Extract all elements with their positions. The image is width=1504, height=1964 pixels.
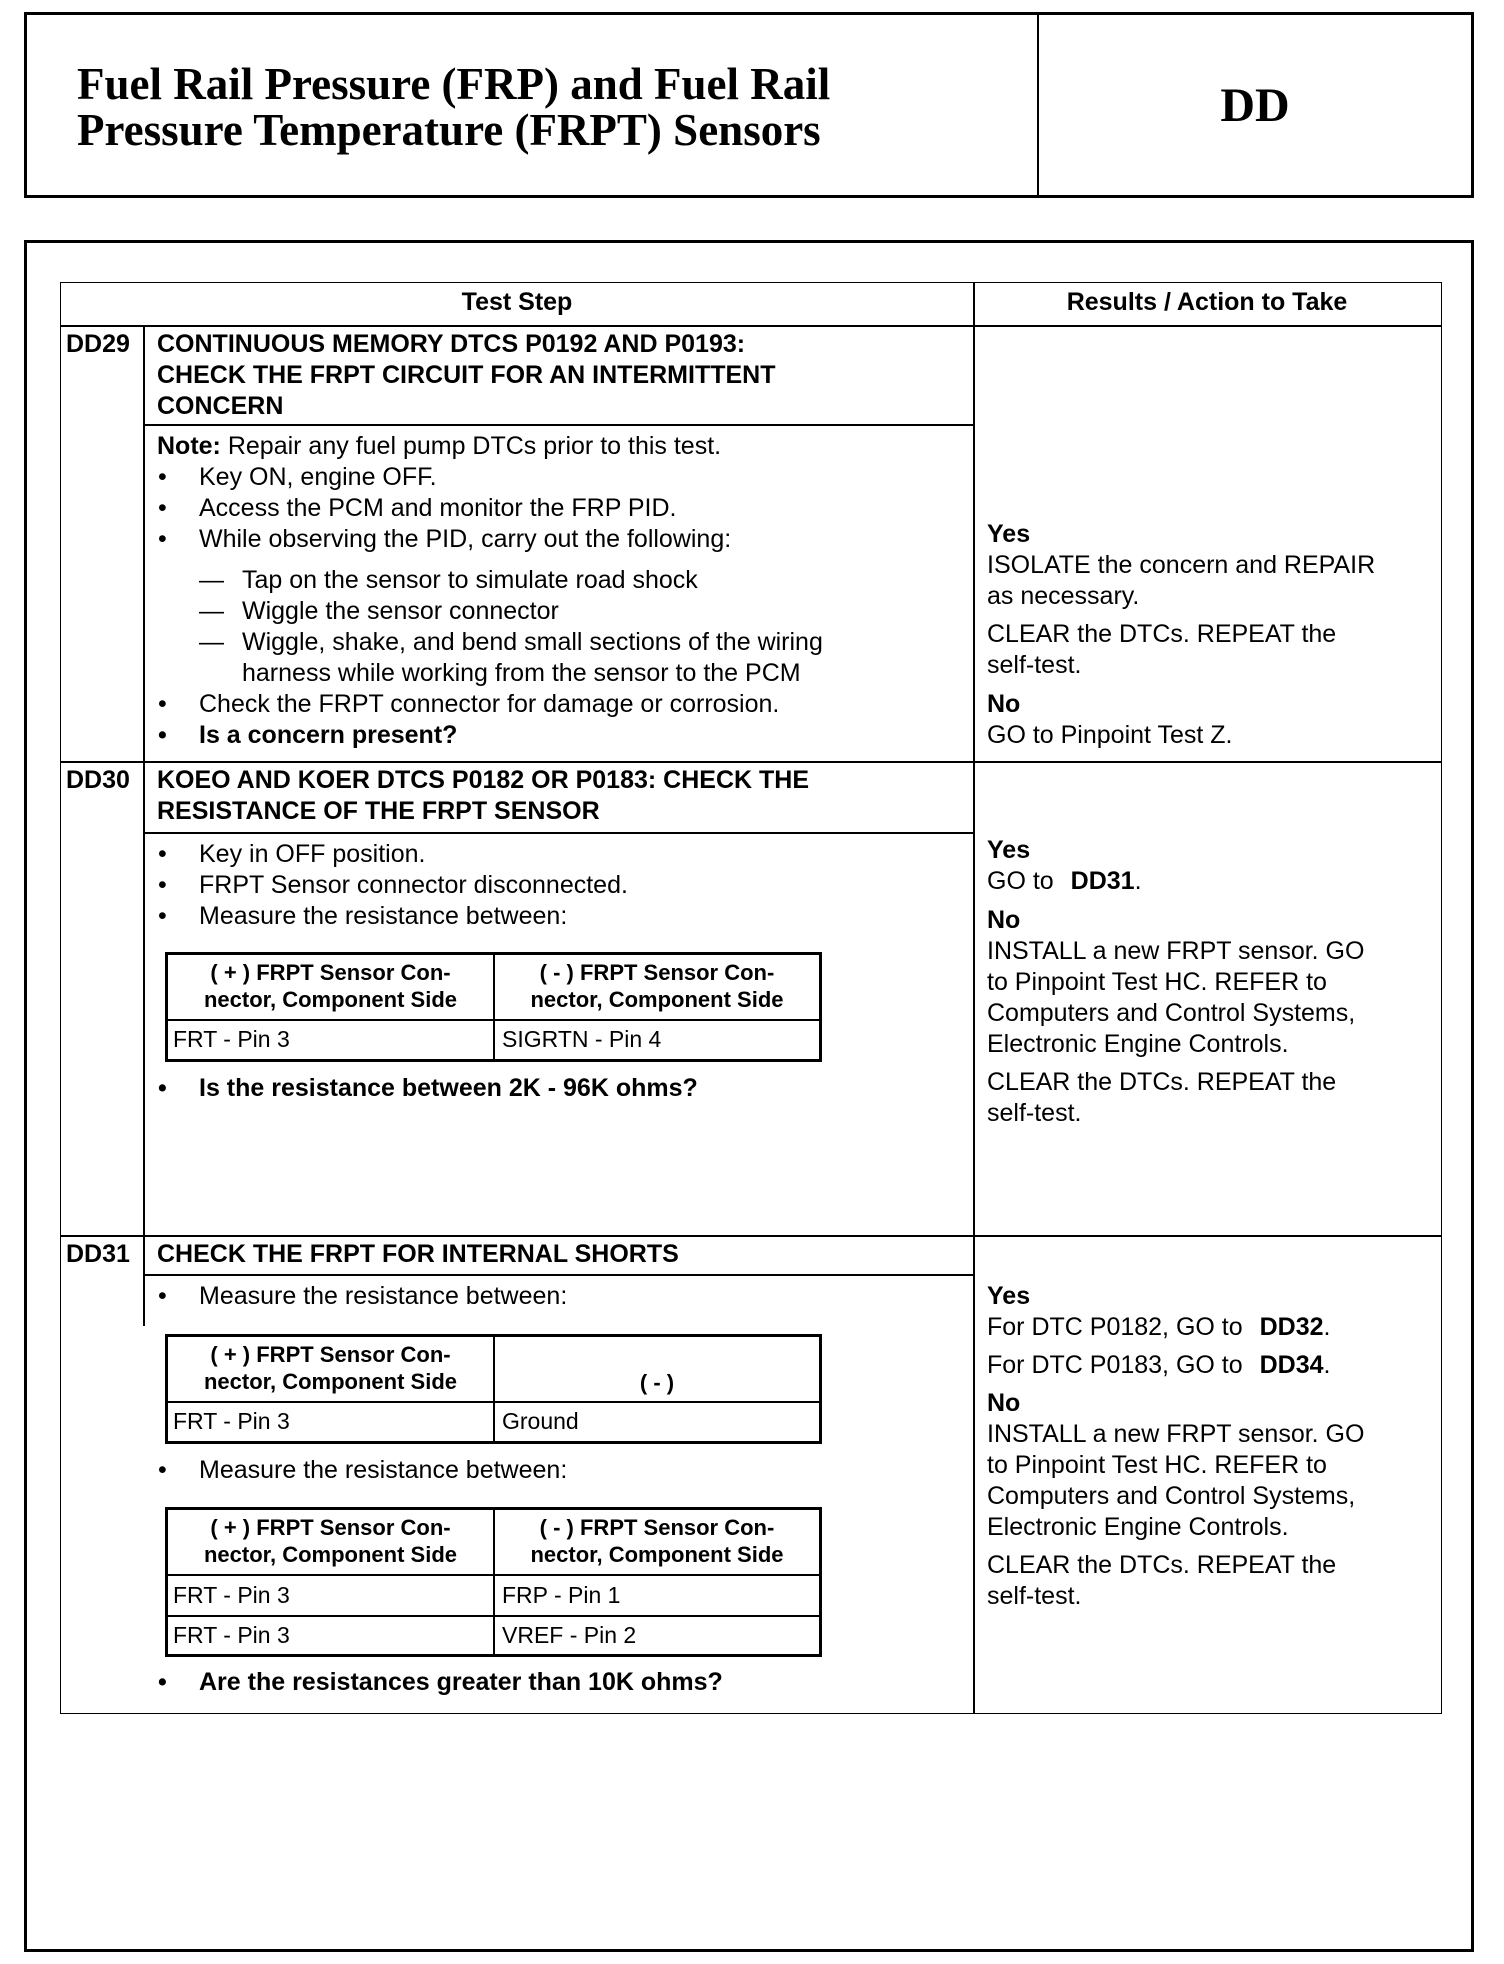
dd31-no-line: Computers and Control Systems, <box>987 1482 1356 1510</box>
header-line: ( + ) FRPT Sensor Con- <box>210 1342 451 1367</box>
dd30-no-line: CLEAR the DTCs. REPEAT the <box>987 1068 1337 1096</box>
dd29-yes-line: as necessary. <box>987 582 1140 610</box>
yes-ref: DD34 <box>1259 1351 1324 1379</box>
header-line: ( - ) FRPT Sensor Con- <box>539 1515 775 1540</box>
pinpoint-test-table <box>60 282 1442 1714</box>
dd29-yes-line: self-test. <box>987 651 1082 679</box>
page-title <box>77 61 1037 153</box>
dd31-yes-line <box>987 1350 1330 1381</box>
dd31-no-line: to Pinpoint Test HC. REFER to <box>987 1451 1327 1479</box>
dd30-bullet: Measure the resistance between: <box>199 902 568 930</box>
dd31-ground-table <box>165 1334 822 1444</box>
subtable-header-plus <box>168 1341 493 1395</box>
subtable-cell: Ground <box>502 1408 579 1434</box>
dd31-bullet: Measure the resistance between: <box>199 1456 568 1484</box>
subtable-cell: VREF - Pin 2 <box>502 1622 637 1648</box>
col-header-test-step: Test Step <box>461 288 573 316</box>
step-id-dd31: DD31 <box>66 1240 130 1268</box>
bullet-icon: • <box>158 840 167 868</box>
subtable-header-plus <box>168 959 493 1013</box>
dd30-no-line: Electronic Engine Controls. <box>987 1030 1289 1058</box>
dd31-no-line: CLEAR the DTCs. REPEAT the <box>987 1551 1337 1579</box>
dd29-question: Is a concern present? <box>199 721 458 749</box>
dd30-measurement-table <box>165 952 822 1062</box>
dd30-no-label: No <box>987 906 1021 934</box>
header-line: nector, Component Side <box>530 1542 784 1567</box>
dash-icon: — <box>199 566 224 594</box>
dd31-title-divider <box>143 1274 973 1276</box>
dd31-yes-line <box>987 1312 1330 1343</box>
step-id-dd29: DD29 <box>66 330 130 358</box>
bullet-icon: • <box>158 690 167 718</box>
bullet-icon: • <box>158 1282 167 1310</box>
dd30-no-line: Computers and Control Systems, <box>987 999 1356 1027</box>
bullet-icon: • <box>158 494 167 522</box>
subtable-header-divider <box>168 1019 819 1021</box>
dd30-no-line: self-test. <box>987 1099 1082 1127</box>
dd31-no-line: INSTALL a new FRPT sensor. GO <box>987 1420 1365 1448</box>
subtable-cell: FRT - Pin 3 <box>173 1026 290 1052</box>
dd30-bullet: FRPT Sensor connector disconnected. <box>199 871 628 899</box>
subtable-header-divider <box>168 1401 819 1403</box>
dd30-yes-label: Yes <box>987 836 1031 864</box>
header-line: ( - ) FRPT Sensor Con- <box>539 960 775 985</box>
dd29-bullet: Check the FRPT connector for damage or corrosion. <box>199 690 780 718</box>
header-line: nector, Component Side <box>530 987 784 1012</box>
subtable-header-divider <box>168 1574 819 1576</box>
dd29-no-label: No <box>987 690 1021 718</box>
header-line: nector, Component Side <box>203 1369 458 1394</box>
subtable-cell: FRT - Pin 3 <box>173 1622 290 1648</box>
subtable-header-minus <box>495 959 819 1013</box>
bullet-icon: • <box>158 721 167 749</box>
section-code: DD <box>1220 78 1290 132</box>
title-line-1: Fuel Rail Pressure (FRP) and Fuel Rail <box>77 59 831 109</box>
subtable-header-plus <box>168 1514 493 1568</box>
dd30-no-line: to Pinpoint Test HC. REFER to <box>987 968 1327 996</box>
yes-suffix: . <box>1323 1313 1331 1341</box>
subtable-cell: FRP - Pin 1 <box>502 1582 621 1608</box>
yes-suffix: . <box>1323 1351 1331 1379</box>
dd29-bullet: Key ON, engine OFF. <box>199 463 437 491</box>
bullet-icon: • <box>158 463 167 491</box>
subtable-row-divider <box>168 1615 819 1617</box>
dd29-dash-item: Wiggle, shake, and bend small sections of the wiring <box>242 628 823 656</box>
dd29-dash-item: Tap on the sensor to simulate road shock <box>242 566 698 594</box>
yes-text: For DTC P0182, GO to <box>987 1313 1243 1341</box>
note-text: Repair any fuel pump DTCs prior to this test. <box>227 432 722 460</box>
dd29-yes-line: ISOLATE the concern and REPAIR <box>987 551 1376 579</box>
page-header <box>24 12 1474 198</box>
col-header-results: Results / Action to Take <box>1066 288 1348 316</box>
dd29-yes-label: Yes <box>987 520 1031 548</box>
step-id-dd30: DD30 <box>66 766 130 794</box>
header-line: nector, Component Side <box>203 987 458 1012</box>
dd31-no-line: self-test. <box>987 1582 1082 1610</box>
bullet-icon: • <box>158 871 167 899</box>
bullet-icon: • <box>158 1668 167 1696</box>
yes-ref: DD31 <box>1070 867 1135 895</box>
header-row-divider <box>61 325 1441 327</box>
dd29-title-divider <box>143 424 973 426</box>
header-line: nector, Component Side <box>203 1542 458 1567</box>
dd29-no-line: GO to Pinpoint Test Z. <box>987 721 1233 749</box>
note-label: Note: <box>157 432 221 460</box>
dd31-title-line: CHECK THE FRPT FOR INTERNAL SHORTS <box>157 1240 679 1268</box>
subtable-cell: FRT - Pin 3 <box>173 1408 290 1434</box>
header-line: ( + ) FRPT Sensor Con- <box>210 960 451 985</box>
dd29-title-line: CONTINUOUS MEMORY DTCS P0192 AND P0193: <box>157 330 746 358</box>
dd29-bullet: While observing the PID, carry out the following: <box>199 525 732 553</box>
subtable-cell: SIGRTN - Pin 4 <box>502 1026 662 1052</box>
title-line-2: Pressure Temperature (FRPT) Sensors <box>77 105 821 155</box>
dash-icon: — <box>199 628 224 656</box>
dd30-no-line: INSTALL a new FRPT sensor. GO <box>987 937 1365 965</box>
dd30-yes-line <box>987 866 1142 897</box>
dd29-note <box>157 431 721 462</box>
dd31-pin-table <box>165 1507 822 1657</box>
dd29-title-line: CHECK THE FRPT CIRCUIT FOR AN INTERMITTENT <box>157 361 776 389</box>
dd30-title-line: RESISTANCE OF THE FRPT SENSOR <box>157 797 600 825</box>
dd29-dash-item: Wiggle the sensor connector <box>242 597 559 625</box>
results-column-divider <box>973 283 975 1713</box>
dd31-no-label: No <box>987 1389 1021 1417</box>
id-column-divider <box>143 326 145 1326</box>
header-line: ( + ) FRPT Sensor Con- <box>210 1515 451 1540</box>
yes-text: For DTC P0183, GO to <box>987 1351 1243 1379</box>
dd30-bullet: Key in OFF position. <box>199 840 426 868</box>
subtable-header-minus: ( - ) <box>639 1370 675 1395</box>
yes-suffix: . <box>1134 867 1142 895</box>
bullet-icon: • <box>158 1456 167 1484</box>
dd31-question: Are the resistances greater than 10K ohms? <box>199 1668 723 1696</box>
dd29-dash-item: harness while working from the sensor to the PCM <box>242 659 801 687</box>
subtable-cell: FRT - Pin 3 <box>173 1582 290 1608</box>
dd30-title-divider <box>143 832 973 834</box>
yes-text: GO to <box>987 867 1054 895</box>
dd31-no-line: Electronic Engine Controls. <box>987 1513 1289 1541</box>
dd29-title-line: CONCERN <box>157 392 284 420</box>
bullet-icon: • <box>158 1074 167 1102</box>
dd31-yes-label: Yes <box>987 1282 1031 1310</box>
dd31-bullet: Measure the resistance between: <box>199 1282 568 1310</box>
dd30-title-line: KOEO AND KOER DTCS P0182 OR P0183: CHECK THE <box>157 766 810 794</box>
subtable-header-minus <box>495 1514 819 1568</box>
dd29-yes-line: CLEAR the DTCs. REPEAT the <box>987 620 1337 648</box>
dd30-question: Is the resistance between 2K - 96K ohms? <box>199 1074 698 1102</box>
dd29-bullet: Access the PCM and monitor the FRP PID. <box>199 494 677 522</box>
dd30-row-divider <box>61 1235 1441 1237</box>
bullet-icon: • <box>158 902 167 930</box>
yes-ref: DD32 <box>1259 1313 1324 1341</box>
bullet-icon: • <box>158 525 167 553</box>
dd29-row-divider <box>61 761 1441 763</box>
dash-icon: — <box>199 597 224 625</box>
